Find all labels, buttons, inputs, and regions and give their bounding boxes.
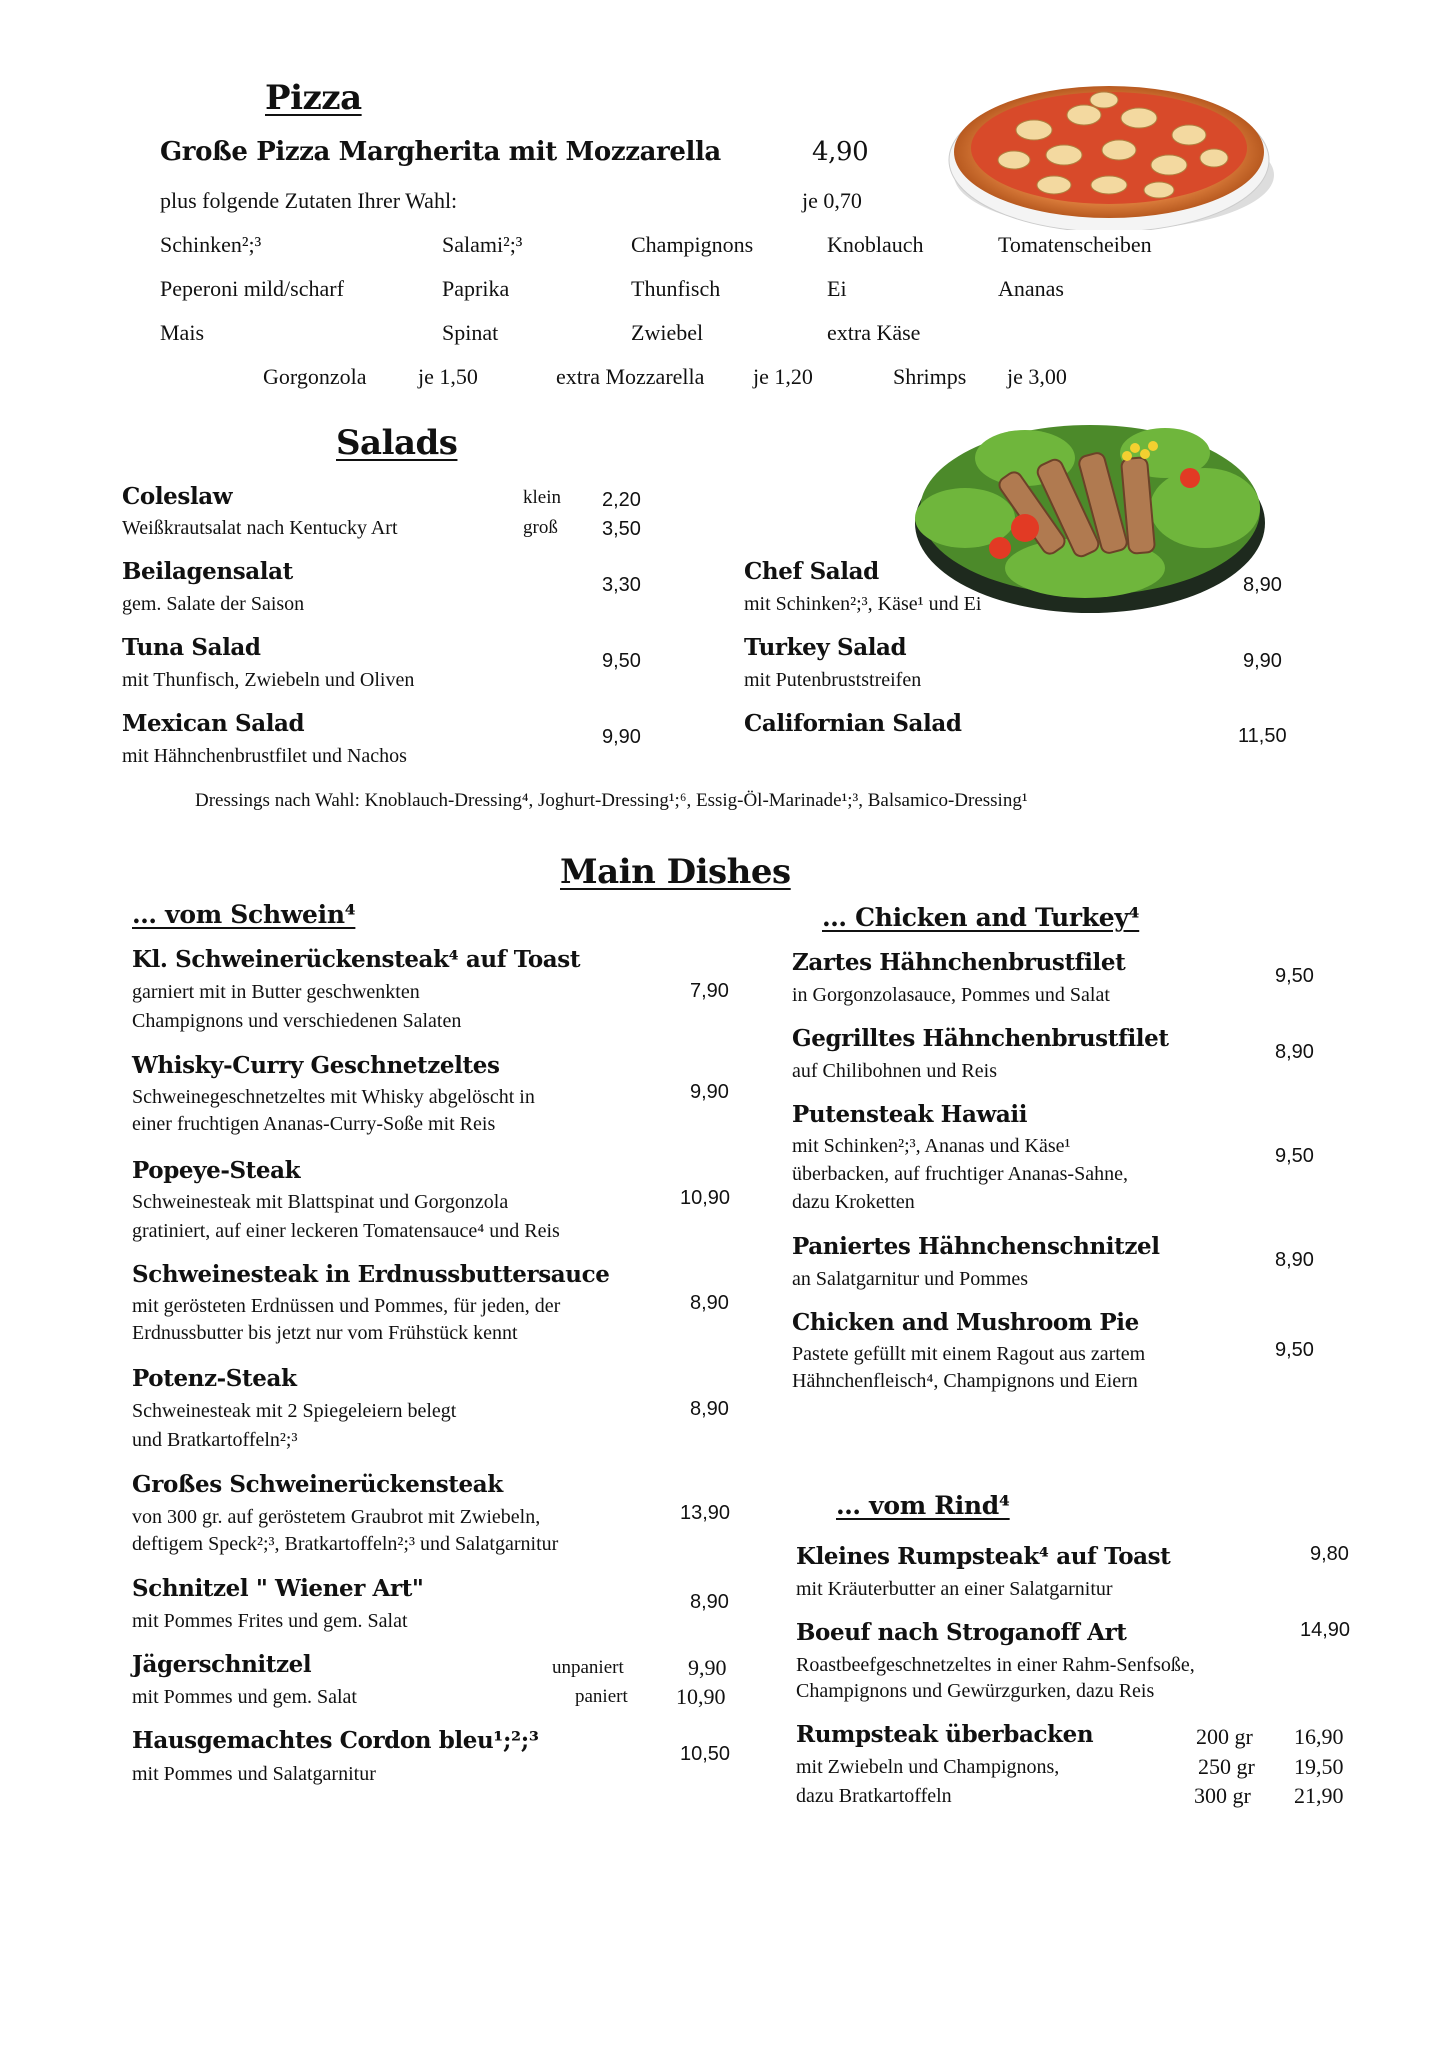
dish-desc: Schweinesteak mit Blattspinat und Gorgonzola — [132, 1191, 509, 1213]
dish-desc: Hähnchenfleisch⁴, Champignons und Eiern — [792, 1370, 1138, 1392]
salad-desc: mit Thunfisch, Zwiebeln und Oliven — [122, 669, 415, 691]
dish-name: Gegrilltes Hähnchenbrustfilet — [792, 1025, 1169, 1052]
dish-desc: in Gorgonzolasauce, Pommes und Salat — [792, 984, 1110, 1006]
salad-price: 3,50 — [602, 518, 641, 540]
dish-name: Kl. Schweinerückensteak⁴ auf Toast — [132, 946, 581, 973]
dish-desc: Champignons und Gewürzgurken, dazu Reis — [796, 1680, 1155, 1702]
pizza-photo — [944, 40, 1274, 230]
dish-price: 10,50 — [680, 1743, 731, 1765]
dish-price: 10,90 — [680, 1187, 731, 1209]
salad-name: Coleslaw — [122, 483, 233, 510]
dish-price: 9,90 — [690, 1081, 729, 1103]
dish-name: Popeye-Steak — [132, 1157, 301, 1184]
topping: Spinat — [442, 320, 499, 345]
dish-price: 8,90 — [690, 1398, 729, 1420]
dish-price: 16,90 — [1294, 1724, 1344, 1749]
dish-desc: deftigem Speck²;³, Bratkartoffeln²;³ und Salatgarnitur — [132, 1533, 559, 1555]
special-topping-name: extra Mozzarella — [556, 364, 705, 389]
dish-name: Hausgemachtes Cordon bleu¹;²;³ — [132, 1727, 539, 1754]
dish-desc: einer fruchtigen Ananas-Curry-Soße mit Reis — [132, 1113, 496, 1135]
dish-name: Boeuf nach Stroganoff Art — [796, 1619, 1127, 1646]
chicken-heading: … Chicken and Turkey⁴ — [822, 903, 1140, 932]
dish-name: Potenz-Steak — [132, 1365, 297, 1392]
dish-name: Jägerschnitzel — [132, 1651, 312, 1678]
dish-name: Großes Schweinerückensteak — [132, 1471, 503, 1498]
option-label: paniert — [575, 1686, 628, 1707]
topping: Champignons — [631, 232, 754, 257]
dish-desc: mit Schinken²;³, Ananas und Käse¹ — [792, 1135, 1071, 1157]
size-label: klein — [523, 487, 561, 508]
dish-desc: von 300 gr. auf geröstetem Graubrot mit Zwiebeln, — [132, 1506, 541, 1528]
dish-name: Paniertes Hähnchenschnitzel — [792, 1233, 1160, 1260]
salads-section-title: Salads — [336, 423, 458, 463]
pizza-margherita-name: Große Pizza Margherita mit Mozzarella — [160, 137, 721, 167]
topping: Salami²;³ — [442, 232, 523, 257]
salad-desc: gem. Salate der Saison — [122, 593, 305, 615]
salad-price: 11,50 — [1238, 725, 1287, 747]
dish-price: 9,50 — [1275, 965, 1314, 987]
pork-heading: … vom Schwein⁴ — [132, 900, 356, 929]
dish-desc: Erdnussbutter bis jetzt nur vom Frühstück kennt — [132, 1322, 518, 1344]
topping: Schinken²;³ — [160, 232, 262, 257]
salad-price: 2,20 — [602, 489, 641, 511]
pizza-extras-label: plus folgende Zutaten Ihrer Wahl: — [160, 188, 458, 213]
dish-price: 8,90 — [690, 1591, 729, 1613]
dish-desc: gratiniert, auf einer leckeren Tomatensauce⁴ und Reis — [132, 1220, 560, 1242]
dish-name: Rumpsteak überbacken — [796, 1721, 1094, 1748]
salad-name: Beilagensalat — [122, 558, 293, 585]
salad-desc: mit Putenbruststreifen — [744, 669, 922, 691]
topping: Knoblauch — [827, 232, 924, 257]
topping: Tomatenscheiben — [998, 232, 1152, 257]
topping: Paprika — [442, 276, 510, 301]
dish-price: 8,90 — [1275, 1249, 1314, 1271]
pizza-margherita-price: 4,90 — [812, 137, 869, 167]
dish-desc: überbacken, auf fruchtiger Ananas-Sahne, — [792, 1163, 1128, 1185]
dish-desc: Champignons und verschiedenen Salaten — [132, 1010, 462, 1032]
size-label: 250 gr — [1198, 1754, 1255, 1779]
main-dishes-title: Main Dishes — [560, 852, 791, 892]
dish-desc: Pastete gefüllt mit einem Ragout aus zartem — [792, 1343, 1146, 1365]
dish-desc: dazu Bratkartoffeln — [796, 1785, 952, 1807]
dish-desc: dazu Kroketten — [792, 1191, 915, 1213]
dish-desc: mit Pommes und Salatgarnitur — [132, 1763, 376, 1785]
salad-name: Chef Salad — [744, 558, 879, 585]
dish-desc: mit Pommes und gem. Salat — [132, 1686, 357, 1708]
dish-price: 8,90 — [690, 1292, 729, 1314]
salad-desc: mit Schinken²;³, Käse¹ und Ei — [744, 593, 982, 615]
dish-desc: und Bratkartoffeln²;³ — [132, 1429, 298, 1451]
dish-price: 9,50 — [1275, 1145, 1314, 1167]
topping: Ananas — [998, 276, 1064, 301]
dish-price: 10,90 — [676, 1684, 726, 1709]
dressings-note: Dressings nach Wahl: Knoblauch-Dressing⁴, Joghurt-Dressing¹;⁶, Essig-Öl-Marinade¹;³, Balsamico-Dressing¹ — [195, 790, 1028, 811]
salad-price: 9,90 — [1243, 650, 1282, 672]
size-label: 300 gr — [1194, 1783, 1251, 1808]
dish-desc: an Salatgarnitur und Pommes — [792, 1268, 1029, 1290]
salad-price: 3,30 — [602, 574, 641, 596]
topping: Ei — [827, 276, 847, 301]
dish-price: 14,90 — [1300, 1619, 1351, 1641]
pizza-extras-price: je 0,70 — [802, 188, 862, 213]
dish-name: Whisky-Curry Geschnetzeltes — [132, 1052, 500, 1079]
salad-name: Californian Salad — [744, 710, 962, 737]
special-topping-name: Gorgonzola — [263, 364, 367, 389]
size-label: 200 gr — [1196, 1724, 1253, 1749]
dish-price: 19,50 — [1294, 1754, 1344, 1779]
dish-name: Schnitzel " Wiener Art" — [132, 1575, 424, 1602]
dish-name: Putensteak Hawaii — [792, 1101, 1028, 1128]
dish-name: Chicken and Mushroom Pie — [792, 1309, 1139, 1336]
dish-price: 8,90 — [1275, 1041, 1314, 1063]
topping: Peperoni mild/scharf — [160, 276, 344, 301]
dish-desc: garniert mit in Butter geschwenkten — [132, 981, 420, 1003]
dish-price: 9,50 — [1275, 1339, 1314, 1361]
dish-price: 13,90 — [680, 1502, 731, 1524]
beef-heading: … vom Rind⁴ — [836, 1491, 1010, 1520]
dish-price: 9,90 — [688, 1655, 727, 1680]
salad-name: Turkey Salad — [744, 634, 907, 661]
dish-price: 21,90 — [1294, 1783, 1344, 1808]
special-topping-price: je 1,20 — [753, 364, 813, 389]
dish-desc: mit gerösteten Erdnüssen und Pommes, für jeden, der — [132, 1295, 561, 1317]
salad-desc: Weißkrautsalat nach Kentucky Art — [122, 517, 398, 539]
salad-price: 9,90 — [602, 726, 641, 748]
dish-price: 9,80 — [1310, 1543, 1349, 1565]
topping: Zwiebel — [631, 320, 704, 345]
dish-desc: Schweinesteak mit 2 Spiegeleiern belegt — [132, 1400, 457, 1422]
dish-desc: auf Chilibohnen und Reis — [792, 1060, 997, 1082]
dish-desc: mit Pommes Frites und gem. Salat — [132, 1610, 408, 1632]
option-label: unpaniert — [552, 1657, 624, 1678]
topping: extra Käse — [827, 320, 921, 345]
size-label: groß — [523, 517, 558, 538]
special-topping-price: je 1,50 — [418, 364, 478, 389]
special-topping-price: je 3,00 — [1007, 364, 1067, 389]
dish-desc: Roastbeefgeschnetzeltes in einer Rahm-Senfsoße, — [796, 1654, 1195, 1676]
salad-photo — [905, 398, 1270, 623]
salad-name: Tuna Salad — [122, 634, 261, 661]
salad-price: 8,90 — [1243, 574, 1282, 596]
dish-price: 7,90 — [690, 980, 729, 1002]
special-topping-name: Shrimps — [893, 364, 967, 389]
topping: Thunfisch — [631, 276, 721, 301]
dish-desc: mit Kräuterbutter an einer Salatgarnitur — [796, 1578, 1113, 1600]
salad-desc: mit Hähnchenbrustfilet und Nachos — [122, 745, 407, 767]
dish-name: Schweinesteak in Erdnussbuttersauce — [132, 1261, 610, 1288]
dish-name: Kleines Rumpsteak⁴ auf Toast — [796, 1543, 1171, 1570]
dish-desc: mit Zwiebeln und Champignons, — [796, 1756, 1060, 1778]
salad-price: 9,50 — [602, 650, 641, 672]
dish-desc: Schweinegeschnetzeltes mit Whisky abgelöscht in — [132, 1086, 535, 1108]
dish-name: Zartes Hähnchenbrustfilet — [792, 949, 1126, 976]
pizza-section-title: Pizza — [265, 78, 362, 118]
topping: Mais — [160, 320, 204, 345]
salad-name: Mexican Salad — [122, 710, 305, 737]
